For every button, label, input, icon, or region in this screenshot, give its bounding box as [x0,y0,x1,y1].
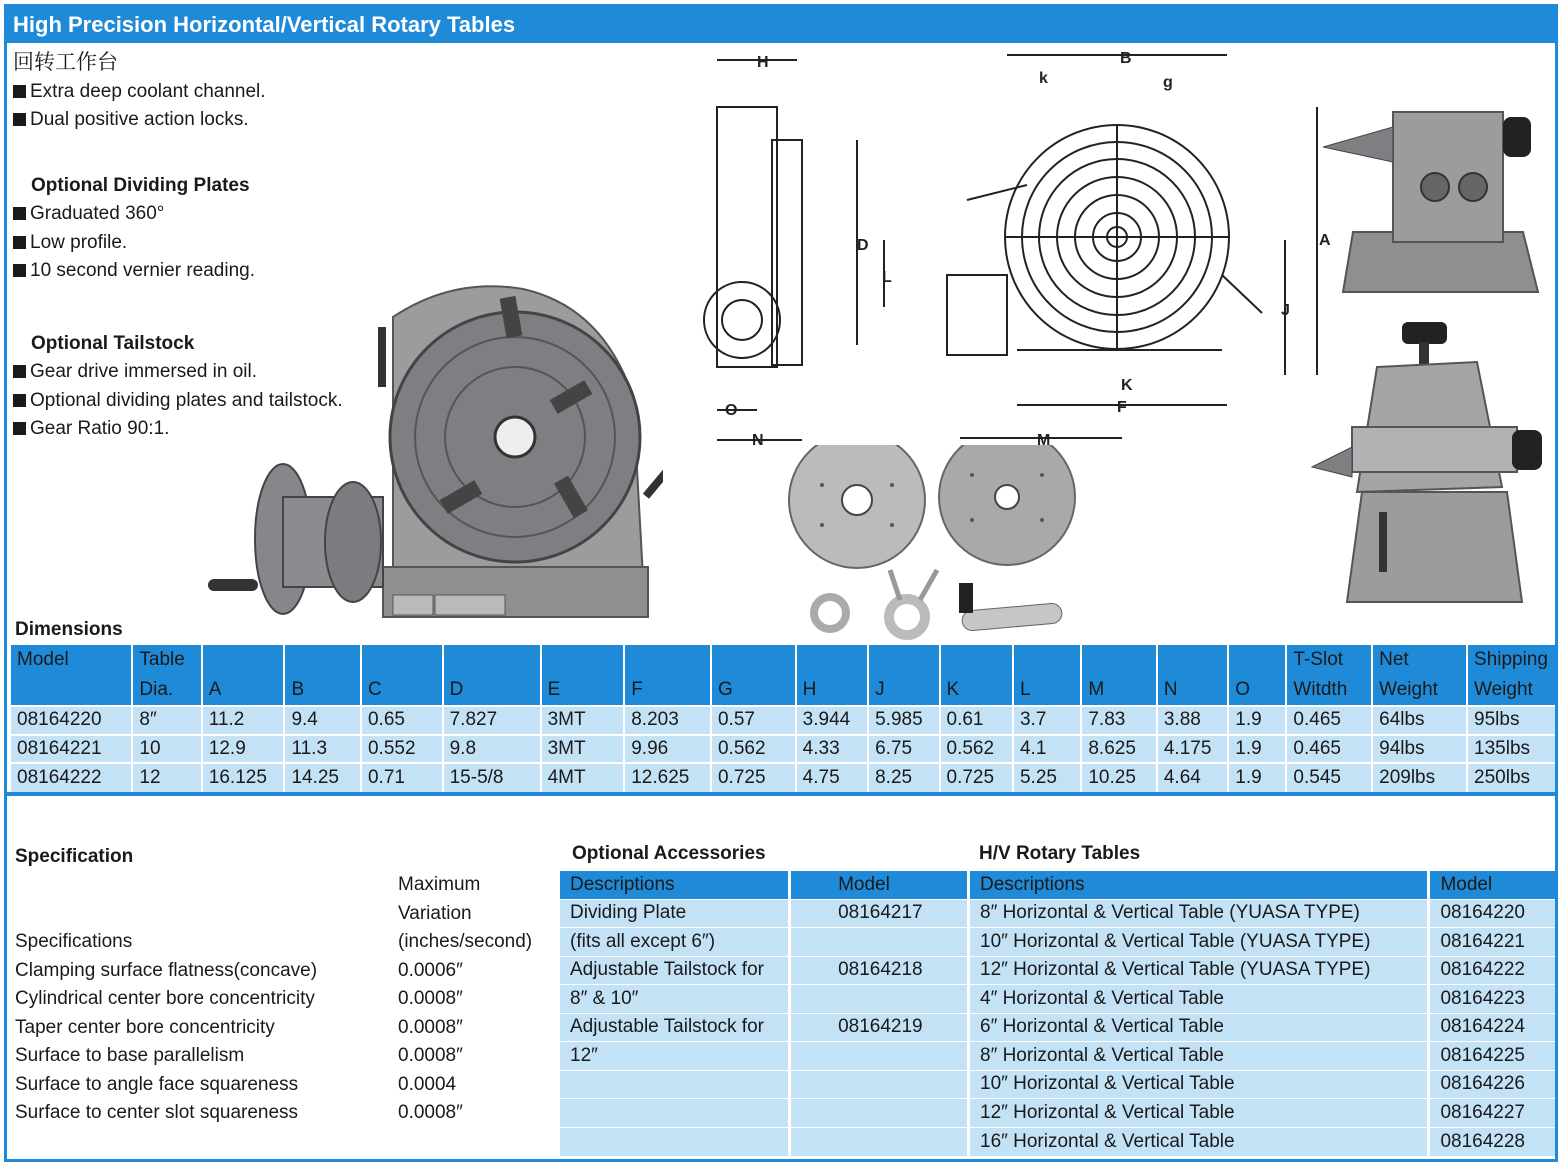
accessory-row [560,1013,969,1042]
dimension-drawing [697,45,1347,457]
col-header: Descriptions [560,871,790,899]
table-cell: 08164224 [1429,1013,1558,1042]
spec-value: 0.0008″ [398,1102,463,1123]
page-title: High Precision Horizontal/Vertical Rotary Tables [7,7,1555,43]
dividing-plates-photo [782,445,1082,645]
spec-label: Surface to center slot squareness [15,1102,299,1123]
col-header: Weight [1467,675,1558,706]
feature-item: Low profile. [13,229,343,258]
table-cell: 94lbs [1372,735,1467,764]
col-header: M [1081,675,1157,706]
drawing-label: N [752,432,764,449]
col-header: B [284,675,361,706]
col-header: L [1013,675,1081,706]
table-cell: 08164228 [1429,1127,1558,1156]
hv-table-row [970,1127,1558,1156]
table-cell: 14.25 [284,763,361,792]
table-cell: 1.9 [1228,763,1286,792]
table-cell: 8″ Horizontal & Vertical Table [970,1042,1429,1071]
spec-row [15,1099,575,1128]
table-cell: 0.562 [940,735,1013,764]
col-header: G [711,675,796,706]
feature-item: Graduated 360° [13,200,343,229]
feature-item: Gear Ratio 90:1. [13,415,343,444]
col-header: N [1157,675,1228,706]
chinese-title: 回转工作台 [13,51,118,74]
spec-label: Cylindrical center bore concentricity [15,988,315,1009]
spec-value: 0.0008″ [398,1016,463,1038]
table-cell: 4.1 [1013,735,1081,764]
table-cell: 10″ Horizontal & Vertical Table (YUASA TYPE) [970,928,1429,957]
table-cell: 12 [132,763,201,792]
table-cell: 4.64 [1157,763,1228,792]
table-cell: 08164226 [1429,1070,1558,1099]
spec-value: 0.0004 [398,1073,457,1095]
table-cell: 0.562 [711,735,796,764]
table-cell: 08164227 [1429,1099,1558,1128]
drawing-label: J [1281,302,1290,319]
table-cell: 3.944 [796,706,868,735]
drawing-label: D [857,237,869,254]
specification-section [15,843,533,1123]
table-cell: 08164222 [1429,956,1558,985]
spec-row [15,957,575,986]
table-cell: 1.9 [1228,706,1286,735]
table-cell: 209lbs [1372,763,1467,792]
table-cell: 4.75 [796,763,868,792]
spec-col-header: (inches/second) [398,931,533,952]
drawing-label: M [1037,432,1051,449]
specification-heading: Specification [15,846,134,867]
table-cell [790,1099,969,1128]
dimensions-row [11,706,1558,735]
col-header: Model [11,645,132,675]
table-cell: 16″ Horizontal & Vertical Table [970,1127,1429,1156]
tailstock-photo-tall [1307,322,1547,612]
table-cell: 9.96 [624,735,711,764]
col-header: K [940,675,1013,706]
table-cell: 0.552 [361,735,443,764]
table-cell: 12″ [560,1042,790,1071]
spec-label: Surface to base parallelism [15,1045,245,1066]
table-cell: 6.75 [868,735,939,764]
col-header: Descriptions [970,871,1429,899]
table-cell: 10″ Horizontal & Vertical Table [970,1070,1429,1099]
spec-row [15,1014,575,1043]
table-cell: Dividing Plate [560,899,790,928]
table-cell: 8.625 [1081,735,1157,764]
table-cell: 0.465 [1286,706,1372,735]
table-cell: 08164222 [11,763,132,792]
table-cell: (fits all except 6″) [560,928,790,957]
table-cell [560,1070,790,1099]
col-header: Dia. [132,675,201,706]
hv-table-row [970,899,1558,928]
table-cell: 64lbs [1372,706,1467,735]
table-cell: 250lbs [1467,763,1558,792]
spec-row [15,1071,575,1100]
table-cell: 08164221 [1429,928,1558,957]
tailstock-heading: Optional Tailstock [31,332,195,354]
col-header: F [624,675,711,706]
table-cell [790,928,969,957]
table-cell: 4″ Horizontal & Vertical Table [970,985,1429,1014]
spec-row [15,985,575,1014]
table-cell: 9.8 [443,735,541,764]
tailstock-photo-low [1323,82,1543,302]
drawing-label: L [882,269,892,286]
col-header: D [443,675,541,706]
table-cell: 0.71 [361,763,443,792]
dimensions-header-row-1 [11,645,1558,675]
dimensions-header-row-2 [11,675,1558,706]
table-cell: 08164225 [1429,1042,1558,1071]
accessories-heading: Optional Accessories [572,843,766,864]
drawing-label: F [1117,399,1127,416]
col-header: Net [1372,645,1467,675]
table-cell [790,985,969,1014]
table-cell: 6″ Horizontal & Vertical Table [970,1013,1429,1042]
col-header: Model [1429,871,1558,899]
table-cell: 8″ & 10″ [560,985,790,1014]
accessory-row [560,928,969,957]
table-cell: 11.3 [284,735,361,764]
spec-label: Clamping surface flatness(concave) [15,959,318,981]
accessory-row [560,1070,969,1099]
table-cell: 95lbs [1467,706,1558,735]
table-cell [790,1042,969,1071]
section-divider [7,792,1555,796]
accessory-row [560,1042,969,1071]
dividing-plates-heading: Optional Dividing Plates [31,174,250,196]
accessories-table [560,871,970,1156]
accessory-row [560,899,969,928]
page-frame [4,4,1558,1162]
hv-table-row [970,956,1558,985]
hv-table-row [970,1070,1558,1099]
table-cell: 11.2 [202,706,285,735]
col-header: Witdth [1286,675,1372,706]
table-cell: 0.725 [711,763,796,792]
drawing-label: g [1163,74,1173,91]
accessory-row [560,985,969,1014]
col-header: H [796,675,868,706]
dimensions-heading: Dimensions [15,619,123,640]
table-cell: 8.25 [868,763,939,792]
table-cell: 0.465 [1286,735,1372,764]
feature-item: Gear drive immersed in oil. [13,358,343,387]
table-cell: Adjustable Tailstock for [560,956,790,985]
spec-value: 0.0008″ [398,1045,463,1066]
table-cell: 16.125 [202,763,285,792]
table-cell: 5.25 [1013,763,1081,792]
table-cell: 3MT [541,735,625,764]
table-cell: 5.985 [868,706,939,735]
dimensions-table [11,645,1558,792]
table-cell: 10 [132,735,201,764]
dimensions-row [11,763,1558,792]
table-cell: 0.725 [940,763,1013,792]
accessory-row [560,956,969,985]
table-cell: 8″ [132,706,201,735]
table-cell: 08164220 [1429,899,1558,928]
table-cell [790,1070,969,1099]
table-cell: 08164217 [790,899,969,928]
table-cell: 3.88 [1157,706,1228,735]
feature-item: Optional dividing plates and tailstock. [13,387,343,416]
hv-table-row [970,1013,1558,1042]
table-cell: 3MT [541,706,625,735]
accessory-row [560,1099,969,1128]
col-header: Shipping [1467,645,1558,675]
col-header: E [541,675,625,706]
table-cell: 1.9 [1228,735,1286,764]
accessory-row [560,1127,969,1156]
table-cell: 7.827 [443,706,541,735]
hv-table-row [970,1099,1558,1128]
dimensions-row [11,735,1558,764]
table-cell [790,1127,969,1156]
spec-row-header: Specifications [15,931,133,952]
feature-item: Extra deep coolant channel. [13,78,343,107]
table-cell: 08164218 [790,956,969,985]
table-cell: 08164223 [1429,985,1558,1014]
table-cell: 10.25 [1081,763,1157,792]
rotary-table-photo [203,277,663,627]
table-cell: 4.175 [1157,735,1228,764]
table-cell: 135lbs [1467,735,1558,764]
hv-table-row [970,1042,1558,1071]
drawing-label: O [725,402,738,419]
table-cell: 08164219 [790,1013,969,1042]
col-header: Weight [1372,675,1467,706]
feature-item: Dual positive action locks. [13,106,343,135]
table-cell: 3.7 [1013,706,1081,735]
col-header: Table [132,645,201,675]
col-header: T-Slot [1286,645,1372,675]
hv-tables-heading: H/V Rotary Tables [979,843,1141,864]
col-header: C [361,675,443,706]
drawing-label: K [1121,377,1133,394]
hv-table-row [970,928,1558,957]
drawing-label: H [757,54,769,71]
spec-value: 0.0008″ [398,988,463,1009]
col-header: O [1228,675,1286,706]
table-cell: 8″ Horizontal & Vertical Table (YUASA TYPE) [970,899,1429,928]
spec-label: Taper center bore concentricity [15,1016,275,1038]
spec-col-header: Maximum [398,874,481,895]
spec-col-header: Variation [398,902,472,924]
table-cell: 4MT [541,763,625,792]
hv-table-row [970,985,1558,1014]
col-header: J [868,675,939,706]
table-cell: Adjustable Tailstock for [560,1013,790,1042]
table-cell: 9.4 [284,706,361,735]
table-cell: 08164221 [11,735,132,764]
table-cell: 08164220 [11,706,132,735]
spec-label: Surface to angle face squareness [15,1073,299,1095]
spec-row [15,1042,575,1071]
table-cell [560,1099,790,1128]
table-cell: 8.203 [624,706,711,735]
drawing-label: B [1120,50,1132,67]
table-cell: 4.33 [796,735,868,764]
table-cell [560,1127,790,1156]
drawing-label: k [1039,70,1048,87]
table-cell: 7.83 [1081,706,1157,735]
spec-value: 0.0006″ [398,959,463,981]
table-cell: 0.61 [940,706,1013,735]
table-cell: 12″ Horizontal & Vertical Table [970,1099,1429,1128]
hv-tables-table [970,871,1558,1156]
table-cell: 0.57 [711,706,796,735]
table-cell: 12.9 [202,735,285,764]
table-cell: 15-5/8 [443,763,541,792]
table-cell: 0.65 [361,706,443,735]
table-cell: 12″ Horizontal & Vertical Table (YUASA TYPE) [970,956,1429,985]
col-header: Model [790,871,969,899]
feature-item: 10 second vernier reading. [13,257,343,286]
table-cell: 12.625 [624,763,711,792]
col-header: A [202,675,285,706]
drawing-label: A [1319,232,1331,249]
table-cell: 0.545 [1286,763,1372,792]
